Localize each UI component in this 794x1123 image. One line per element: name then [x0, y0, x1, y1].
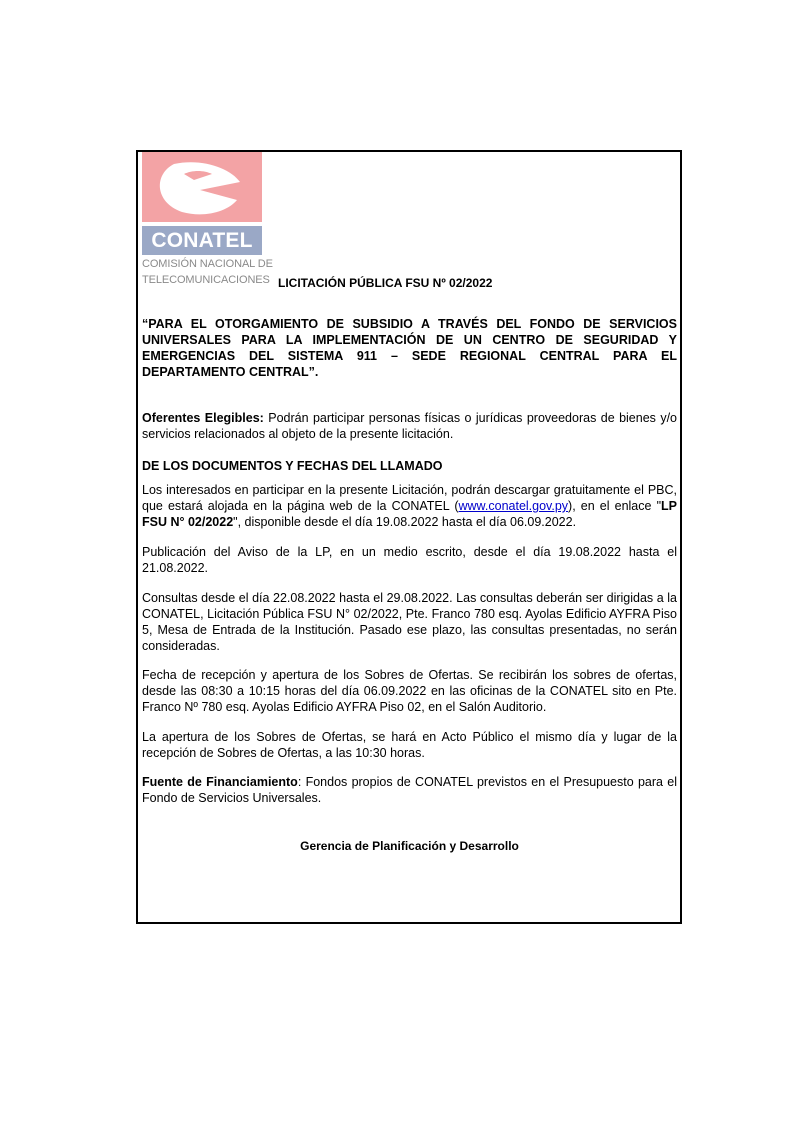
download-text-after: ", disponible desde el día 19.08.2022 hasta el día 06.09.2022. [233, 515, 577, 529]
publication-paragraph: Publicación del Aviso de la LP, en un medio escrito, desde el día 19.08.2022 hasta el 21.08.2022. [142, 545, 677, 575]
download-link-label: LP FSU N° 02/2022 [142, 499, 677, 529]
funding-text: : Fondos propios de CONATEL previstos en el Presupuesto para el Fondo de Servicios Universales. [142, 775, 678, 805]
logo-name: CONATEL [142, 226, 262, 255]
logo-subtitle-line1: COMISIÓN NACIONAL DE [142, 258, 273, 270]
project-title: “PARA EL OTORGAMIENTO DE SUBSIDIO A TRAVÉS DEL FONDO DE SERVICIOS UNIVERSALES PARA LA IMPLEMENTACIÓN DE UN CENTRO DE SEGURIDAD Y EMERGENCIAS DEL SISTEMA 911 – SEDE REGIONAL CENTRAL PARA EL DEPARTAMENTO CENTRAL”. [142, 317, 677, 379]
tender-title: LICITACIÓN PÚBLICA FSU Nº 02/2022 [278, 276, 493, 290]
logo-mark-icon [142, 152, 262, 222]
conatel-website-link[interactable]: www.conatel.gov.py [458, 499, 569, 513]
funding-paragraph [142, 774, 677, 806]
opening-paragraph: La apertura de los Sobres de Ofertas, se hará en Acto Público el mismo día y lugar de la recepción de Sobres de Ofertas, a las 10:30 horas. [142, 730, 677, 760]
download-paragraph [142, 482, 677, 530]
section-heading: DE LOS DOCUMENTOS Y FECHAS DEL LLAMADO [142, 459, 443, 473]
logo-subtitle-line2: TELECOMUNICACIONES [142, 274, 270, 286]
conatel-logo [142, 152, 273, 287]
download-text-before: Los interesados en participar en la presente Licitación, podrán descargar gratuitamente el PBC, que estará alojada en la página web de la CONATEL ( [142, 483, 677, 513]
download-text-middle: ), en el enlace " [568, 499, 662, 513]
eligible-text: Podrán participar personas físicas o jurídicas proveedoras de bienes y/o servicios relacionados al objeto de la presente licitación. [142, 411, 677, 441]
funding-label: Fuente de Financiamiento [142, 775, 298, 789]
consultations-paragraph: Consultas desde el día 22.08.2022 hasta el 29.08.2022. Las consultas deberán ser dirigidas a la CONATEL, Licitación Pública FSU N° 02/2022, Pte. Franco 780 esq. Ayolas Edificio AYFRA Piso 5, Mesa de Entrada de la Institución. Pasado ese plazo, las consultas presentadas, no serán consideradas. [142, 591, 677, 653]
eligible-label: Oferentes Elegibles: [142, 411, 264, 425]
reception-paragraph: Fecha de recepción y apertura de los Sobres de Ofertas. Se recibirán los sobres de ofertas, desde las 08:30 a 10:15 horas del día 06.09.2022 en las oficinas de la CONATEL sito en Pte. Franco Nº 780 esq. Ayolas Edificio AYFRA Piso 02, en el Salón Auditorio. [142, 668, 677, 714]
signature: Gerencia de Planificación y Desarrollo [300, 839, 519, 853]
eligible-bidders-paragraph [142, 410, 677, 442]
